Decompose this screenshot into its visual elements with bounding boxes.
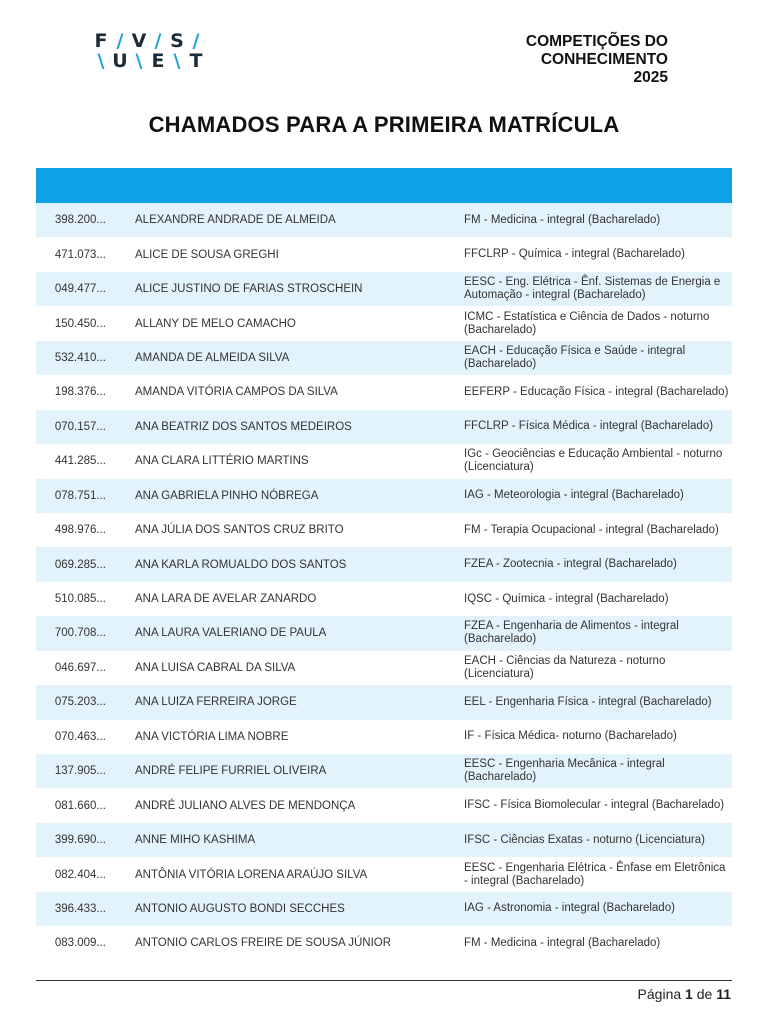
logo-slash-icon: / (192, 30, 200, 52)
table-row (36, 582, 732, 616)
student-name: ANDRÉ FELIPE FURRIEL OLIVEIRA (135, 765, 327, 778)
table-row (36, 616, 732, 650)
course-name: EESC - Eng. Elétrica - Ênf. Sistemas de Energia e Automação - integral (Bacharelado) (464, 276, 721, 302)
page-current: 1 (685, 986, 693, 1002)
table-row (36, 720, 732, 754)
student-code: 070.157... (54, 420, 106, 433)
table-row (36, 651, 732, 685)
student-name: ANA LARA DE AVELAR ZANARDO (135, 593, 317, 606)
course-name: IFSC - Ciências Exatas - noturno (Licenciatura) (464, 833, 705, 846)
page-total: 11 (716, 986, 731, 1002)
course-name: EACH - Ciências da Natureza - noturno (Licenciatura) (464, 654, 666, 680)
table-row (36, 375, 732, 409)
course-name: EEFERP - Educação Física - integral (Bacharelado) (464, 385, 729, 398)
student-name: ANTONIO CARLOS FREIRE DE SOUSA JÚNIOR (135, 937, 392, 950)
student-name: ANTÔNIA VITÓRIA LORENA ARAÚJO SILVA (135, 868, 368, 881)
student-code: 049.477... (54, 283, 106, 296)
page-indicator (638, 986, 731, 1002)
course-name: IQSC - Química - integral (Bacharelado) (464, 592, 669, 605)
table-row (36, 479, 732, 513)
course-name: EEL - Engenharia Física - integral (Bacharelado) (464, 695, 712, 708)
course-name: IAG - Meteorologia - integral (Bacharelado) (464, 489, 684, 502)
logo-row-top (92, 32, 204, 50)
page-label: Página (637, 986, 682, 1002)
page-separator: de (696, 986, 713, 1002)
course-name: EESC - Engenharia Mecânica - integral (Bacharelado) (464, 758, 665, 784)
student-name: ALICE JUSTINO DE FARIAS STROSCHEIN (135, 283, 363, 296)
table-row (36, 306, 732, 340)
table-row (36, 272, 732, 306)
table-row (36, 513, 732, 547)
table-header-bar (36, 168, 732, 203)
competition-title (448, 33, 668, 87)
student-code: 081.660... (54, 799, 106, 812)
table-row (36, 341, 732, 375)
course-name: FZEA - Zootecnia - integral (Bacharelado) (464, 558, 677, 571)
student-name: ANA LAURA VALERIANO DE PAULA (135, 627, 327, 640)
student-name: ANDRÉ JULIANO ALVES DE MENDONÇA (135, 799, 356, 812)
student-name: ANA KARLA ROMUALDO DOS SANTOS (135, 558, 347, 571)
student-name: ANA LUIZA FERREIRA JORGE (135, 696, 297, 709)
student-code: 398.200... (54, 214, 106, 227)
logo-backslash-icon: \ (135, 50, 143, 72)
course-name: FM - Medicina - integral (Bacharelado) (464, 213, 661, 226)
course-name: EACH - Educação Física e Saúde - integral (Bacharelado) (464, 344, 686, 370)
student-code: 471.073... (54, 248, 106, 261)
footer-divider (36, 980, 732, 981)
table-row (36, 410, 732, 444)
student-code: 198.376... (54, 386, 106, 399)
table-row (36, 237, 732, 271)
student-code: 069.285... (54, 558, 106, 571)
student-name: ANA CLARA LITTÉRIO MARTINS (135, 455, 309, 468)
table-row (36, 547, 732, 581)
table-row (36, 892, 732, 926)
logo-letter-u: U (112, 50, 128, 72)
student-name: ANA GABRIELA PINHO NÓBREGA (135, 489, 319, 502)
course-name: FFCLRP - Química - integral (Bacharelado) (464, 248, 685, 261)
logo-backslash-icon: \ (97, 50, 105, 72)
student-code: 510.085... (54, 593, 106, 606)
student-code: 070.463... (54, 730, 106, 743)
course-name: IAG - Astronomia - integral (Bacharelado) (464, 902, 675, 915)
competition-title-line-1: COMPETIÇÕES DO (525, 33, 668, 50)
student-name: ALEXANDRE ANDRADE DE ALMEIDA (135, 214, 336, 227)
student-name: ANA JÚLIA DOS SANTOS CRUZ BRITO (135, 524, 344, 537)
student-code: 075.203... (54, 696, 106, 709)
logo-row-bottom (92, 52, 204, 70)
student-code: 150.450... (54, 317, 106, 330)
competition-title-year: 2025 (633, 69, 668, 86)
course-name: FFCLRP - Física Médica - integral (Bacharelado) (464, 420, 714, 433)
course-name: FZEA - Engenharia de Alimentos - integral (Bacharelado) (464, 620, 679, 646)
student-code: 137.905... (54, 765, 106, 778)
enrollment-table (36, 168, 732, 961)
table-row (36, 685, 732, 719)
logo-slash-icon: / (116, 30, 124, 52)
page-title: CHAMADOS PARA A PRIMEIRA MATRÍCULA (148, 112, 620, 137)
student-name: ANA VICTÓRIA LIMA NOBRE (135, 730, 289, 743)
student-code: 441.285... (54, 455, 106, 468)
table-row (36, 823, 732, 857)
course-name: FM - Medicina - integral (Bacharelado) (464, 936, 661, 949)
course-name: IGc - Geociências e Educação Ambiental - noturno (Licenciatura) (464, 448, 723, 474)
logo-letter-s: S (170, 30, 184, 52)
logo-letter-v: V (131, 30, 147, 52)
course-name: IFSC - Física Biomolecular - integral (Bacharelado) (464, 799, 725, 812)
student-code: 700.708... (54, 627, 106, 640)
student-code: 532.410... (54, 351, 106, 364)
student-code: 078.751... (54, 489, 106, 502)
course-name: ICMC - Estatística e Ciência de Dados - noturno (Bacharelado) (464, 310, 710, 336)
student-code: 498.976... (54, 524, 106, 537)
student-code: 399.690... (54, 834, 106, 847)
table-row (36, 203, 732, 237)
course-name: FM - Terapia Ocupacional - integral (Bacharelado) (464, 523, 719, 536)
competition-title-line-2: CONHECIMENTO (540, 51, 668, 68)
student-code: 396.433... (54, 902, 106, 915)
table-row (36, 754, 732, 788)
logo-letter-e: E (151, 50, 165, 72)
table-row (36, 788, 732, 822)
student-code: 082.404... (54, 868, 106, 881)
student-name: AMANDA VITÓRIA CAMPOS DA SILVA (135, 386, 338, 399)
logo-backslash-icon: \ (173, 50, 181, 72)
table-body (36, 203, 732, 961)
logo-letter-t: T (189, 50, 203, 72)
table-row (36, 926, 732, 960)
student-name: ALICE DE SOUSA GREGHI (135, 248, 279, 261)
course-name: IF - Física Médica- noturno (Bacharelado) (464, 730, 677, 743)
student-code: 046.697... (54, 661, 106, 674)
table-row (36, 857, 732, 891)
logo-slash-icon: / (154, 30, 162, 52)
student-name: ANNE MIHO KASHIMA (135, 834, 256, 847)
logo-letter-f: F (94, 30, 108, 52)
student-name: ALLANY DE MELO CAMACHO (135, 317, 296, 330)
student-name: ANA LUISA CABRAL DA SILVA (135, 661, 296, 674)
student-code: 083.009... (54, 937, 106, 950)
student-name: ANA BEATRIZ DOS SANTOS MEDEIROS (135, 420, 352, 433)
fuvest-logo (92, 30, 204, 72)
student-name: ANTONIO AUGUSTO BONDI SECCHES (135, 902, 345, 915)
table-row (36, 444, 732, 478)
student-name: AMANDA DE ALMEIDA SILVA (135, 351, 290, 364)
course-name: EESC - Engenharia Elétrica - Ênfase em Eletrônica - integral (Bacharelado) (464, 861, 726, 887)
